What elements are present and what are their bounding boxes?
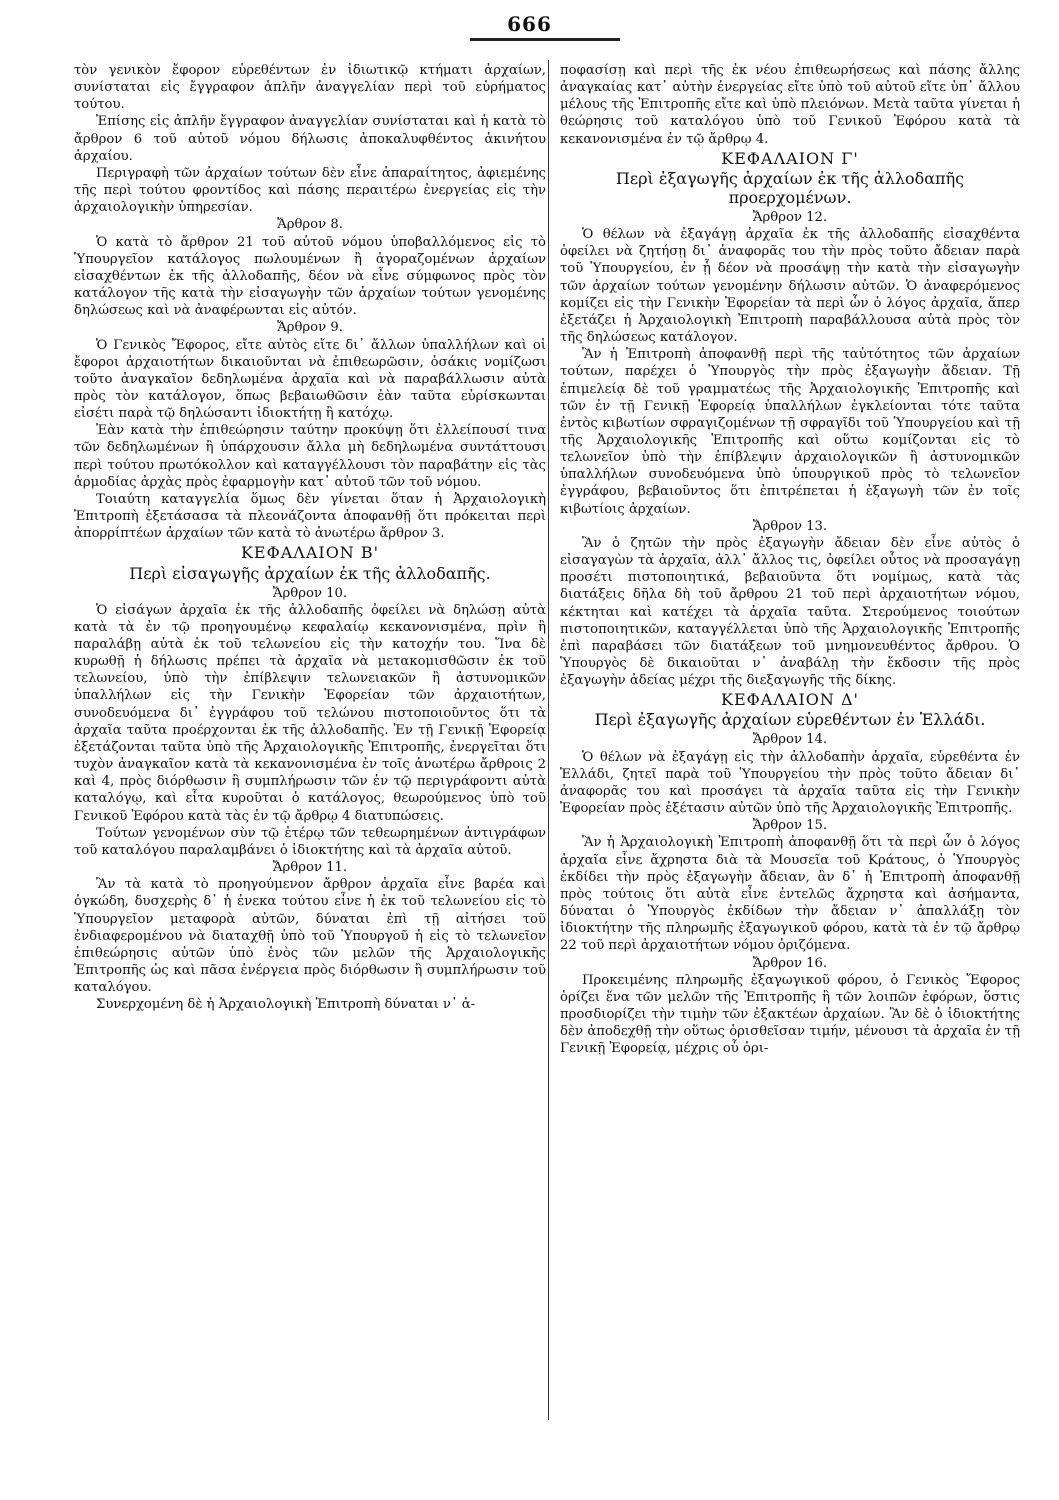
paragraph: Ἂν ἡ Ἀρχαιολογικὴ Ἐπιτροπὴ ἀποφανθῇ ὅτι τὰ περὶ ὧν ὁ λόγος ἀρχαῖα εἶνε ἄχρηστα διὰ τὰ Μουσεῖα τοῦ Κράτους, ὁ Ὑπουργὸς ἐκδίδει τὴν πρὸς ἐξαγωγὴν ἄδειαν, ἂν δ᾽ ἡ Ἐπιτροπὴ ἀποφανθῇ πρὸς τούτοις ὅτι αὐτὰ εἶνε ἐντελῶς ἄχρηστα καὶ ἀσήμαντα, δύναται ὁ Ὑπουργὸς ἐκδίδων τὴν ἄδειαν ν᾽ ἀπαλλάξῃ τὸν ἰδιοκτήτην τῆς πληρωμῆς ἐξαγωγικοῦ φόρου, κατὰ τὰ ἐν τῷ ἄρθρῳ 22 τοῦ περὶ ἀρχαιοτήτων νόμου ὁριζόμενα. [560, 835, 1020, 954]
right-column [560, 62, 1020, 1057]
paragraph: Ἂν τὰ κατὰ τὸ προηγούμενον ἄρθρον ἀρχαῖα εἶνε βαρέα καὶ ὀγκώδη, δυσχερὴς δ᾽ ἡ ἐνεκα τούτου εἶνε ἡ ἐκ τοῦ τελωνείου εἰς τὸ Ὑπουργεῖον μεταφορὰ αὐτῶν, δύναται ἐπὶ τῇ αἰτήσει τοῦ ἐνδιαφερομένου νὰ διαταχθῇ ὑπὸ τοῦ Ὑπουργοῦ ἡ εἰς τὸ τελωνεῖον ἐπιθεώρησις αὐτῶν ὑπὸ ἑνὸς τῶν μελῶν τῆς Ἀρχαιολογικῆς Ἐπιτροπῆς ὡς καὶ πᾶσα ἐνέργεια πρὸς διόρθωσιν ἢ συμπλήρωσιν τοῦ καταλόγου. [74, 877, 546, 996]
chapter-title: Περὶ εἰσαγωγῆς ἀρχαίων ἐκ τῆς ἀλλοδαπῆς. [129, 563, 491, 583]
article-heading: Ἄρθρον 8. [277, 217, 343, 233]
article-heading: Ἄρθρον 16. [752, 955, 828, 971]
article-heading: Ἄρθρον 13. [752, 518, 828, 534]
paragraph: ποφασίσῃ καὶ περὶ τῆς ἐκ νέου ἐπιθεωρήσεως καὶ πάσης ἄλλης ἀναγκαίας κατ᾽ αὐτὴν ἐνεργείας εἴτε ὑπὸ τοῦ αὐτοῦ εἴτε ὑπ᾽ ἄλλου μέλους τῆς Ἐπιτροπῆς εἴτε καὶ ὑπὸ πλειόνων. Μετὰ ταῦτα γίνεται ἡ θεώρησις τοῦ καταλόγου ὑπὸ τοῦ Γενικοῦ Ἐφόρου κατὰ τὰ κεκανονισμένα ἐν τῷ ἄρθρῳ 4. [560, 63, 1020, 147]
chapter-title: Περὶ ἐξαγωγῆς ἀρχαίων ἐκ τῆς ἀλλοδαπῆς προερχομένων. [615, 168, 965, 207]
paragraph: Ὁ Γενικὸς Ἔφορος, εἴτε αὐτὸς εἴτε δι᾽ ἄλλων ὑπαλλήλων καὶ οἱ ἔφοροι ἀρχαιοτήτων δικαιοῦνται νὰ ἐπιθεωρῶσιν, ὁσάκις νομίζωσι τοῦτο ἀναγκαῖον δεδηλωμένα ἀρχαῖα καὶ νὰ παραβάλλωσιν αὐτὰ πρὸς τὸν κατάλογον, ὅπως βεβαιωθῶσιν ἐὰν ταῦτα εὑρίσκωνται εἰσέτι παρὰ τῷ δηλώσαντι ἰδιοκτήτῃ ἢ κατόχῳ. [74, 337, 546, 422]
paragraph: Ὁ κατὰ τὸ ἄρθρον 21 τοῦ αὐτοῦ νόμου ὑποβαλλόμενος εἰς τὸ Ὑπουργεῖον κατάλογος πωλουμένων ἢ ἀγοραζομένων ἀρχαίων εἰσαχθέντων ἐκ τῆς ἀλλοδαπῆς, δέον νὰ εἶνε σύμφωνος πρὸς τὸν κατάλογον τῆς κατὰ τὴν εἰσαγωγὴν τῶν ἀρχαίων τούτων γενομένης δηλώσεως καὶ νὰ ἀναφέρωνται εἰς αὐτόν. [74, 234, 546, 319]
chapter-title: Περὶ ἐξαγωγῆς ἀρχαίων εὑρεθέντων ἐν Ἑλλάδι. [594, 710, 986, 730]
paragraph: Ὁ εἰσάγων ἀρχαῖα ἐκ τῆς ἀλλοδαπῆς ὀφείλει νὰ δηλώσῃ αὐτὰ κατὰ τὰ ἐν τῷ προηγουμένῳ κεφαλαίῳ κεκανονισμένα, πρὶν ἢ παραλάβῃ αὐτὰ ἐκ τοῦ τελωνείου εἰς τὴν κατοχήν του. Ἵνα δὲ κυρωθῇ ἡ δήλωσις πρέπει τὰ ἀρχαῖα νὰ μετακομισθῶσιν ἐκ τοῦ τελωνείου, ὑπὸ τὴν ἐπίβλεψιν τελωνειακῶν ἢ ἀστυνομικῶν ὑπαλλήλων εἰς τὴν Γενικὴν Ἐφορείαν τῶν ἀρχαιοτήτων, συνοδευόμενα δι᾽ ἐγγράφου τοῦ τελώνου πιστοποιοῦντος ὅτι τὰ ἀρχαῖα ταῦτα προέρχονται ἐκ τῆς ἀλλοδαπῆς. Ἐν τῇ Γενικῇ Ἐφορείᾳ ἐξετάζονται ταῦτα ὑπὸ τῆς Ἀρχαιολογικῆς Ἐπιτροπῆς, ἐνεργεῖται ὅτι τυχὸν ἀναγκαῖον κατὰ τὰ κεκανονισμένα ἐν τοῖς ἀνωτέρω ἄρθροις 2 καὶ 4, πρὸς διόρθωσιν ἢ συμπλήρωσιν τῶν ἐν τῷ περιγράφοντι αὐτὰ καταλόγῳ, καὶ εἶτα κυροῦται ὁ κατάλογος, θεωρούμενος ὑπὸ τοῦ Γενικοῦ Ἐφόρου κατὰ τὰς ἐν τῷ ἄρθρῳ 4 διατυπώσεις. [74, 602, 546, 824]
paragraph: Ἂν ὁ ζητῶν τὴν πρὸς ἐξαγωγὴν ἄδειαν δὲν εἶνε αὐτὸς ὁ εἰσαγαγὼν τὰ ἀρχαῖα, ἀλλ᾽ ἄλλος τις, ὀφείλει οὗτος νὰ προσαγάγῃ προσέτι πιστοποιητικά, βεβαιοῦντα ὅτι νομίμως, κατὰ τὰς διατάξεις δῆλα δὴ τοῦ ἄρθρου 21 τοῦ περὶ ἀρχαιοτήτων νόμου, κέκτηται καὶ κατέχει τὰ ἀρχαῖα ταῦτα. Στερούμενος τοιούτων πιστοποιητικῶν, καταγγέλλεται ὑπὸ τῆς Ἀρχαιολογικῆς Ἐπιτροπῆς ἐπὶ παραβάσει τῶν διατάξεων τοῦ μνημονευθέντος ἄρθρου. Ὁ Ὑπουργὸς δὲ δικαιοῦται ν᾽ ἀναβάλῃ τὴν ἔκδοσιν τῆς πρὸς ἐξαγωγὴν ἀδείας μέχρι τῆς διεξαγωγῆς τῆς δίκης. [560, 535, 1020, 689]
paragraph: Ὁ θέλων νὰ ἐξαγάγῃ ἀρχαῖα ἐκ τῆς ἀλλοδαπῆς εἰσαχθέντα ὀφείλει νὰ ζητήσῃ δι᾽ ἀναφορᾶς του τὴν πρὸς τοῦτο ἄδειαν παρὰ τοῦ Ὑπουργείου, ἐν ᾗ δέον νὰ προσάψῃ τὴν κατὰ τὴν εἰσαγωγὴν τῶν ἀρχαίων τούτων γενομένην δήλωσιν αὐτῶν. Ὁ ἀναφερόμενος κομίζει εἰς τὴν Γενικὴν Ἐφορείαν τὰ περὶ ὧν ὁ λόγος ἀρχαῖα, ἅπερ ἐξετάζει ἡ Ἀρχαιολογικὴ Ἐπιτροπὴ παραβάλλουσα αὐτὰ πρὸς τὸν τῆς δηλώσεως κατάλογον. [560, 227, 1020, 346]
paragraph: Προκειμένης πληρωμῆς ἐξαγωγικοῦ φόρου, ὁ Γενικὸς Ἔφορος ὁρίζει ἕνα τῶν μελῶν τῆς Ἐπιτροπῆς ἢ τῶν λοιπῶν ἐφόρων, ὅστις προσδιορίζει τὴν τιμὴν τῶν ἐξακτέων ἀρχαίων. Ἂν δὲ ὁ ἰδιοκτήτης δὲν ἀποδεχθῇ τὴν οὕτως ὁρισθεῖσαν τιμήν, μένουσι τὰ ἀρχαῖα ἐν τῇ Γενικῇ Ἐφορείᾳ, μέχρις οὗ ὁρι- [560, 972, 1020, 1057]
paragraph: Ἐὰν κατὰ τὴν ἐπιθεώρησιν ταύτην προκύψῃ ὅτι ἐλλείπουσί τινα τῶν δεδηλωμένων ἢ ὑπάρχουσιν ἄλλα μὴ δεδηλωμένα συντάττουσι περὶ τούτου πρωτόκολλον καὶ καταγγέλλουσι τὸν παραβάτην εἰς τὰς ἁρμοδίας ἀρχὰς πρὸς ἐφαρμογὴν κατ᾽ αὐτοῦ τῶν τοῦ νόμου. [74, 423, 546, 490]
article-heading: Ἄρθρον 14. [752, 732, 828, 748]
paragraph: Ὁ θέλων νὰ ἐξαγάγῃ εἰς τὴν ἀλλοδαπὴν ἀρχαῖα, εὑρεθέντα ἐν Ἑλλάδι, ζητεῖ παρὰ τοῦ Ὑπουργείου τὴν πρὸς τοῦτο ἄδειαν δι᾽ ἀναφορᾶς του καὶ προσάγει τὰ ἀρχαῖα ταῦτα εἰς τὴν Γενικὴν Ἐφορείαν πρὸς ἐξέτασιν αὐτῶν ὑπὸ τῆς Ἀρχαιολογικῆς Ἐπιτροπῆς. [560, 749, 1020, 817]
left-column [74, 62, 546, 1013]
page-number: 666 [507, 12, 552, 36]
paragraph: Ἐπίσης εἰς ἁπλῆν ἔγγραφον ἀναγγελίαν συνίσταται καὶ ἡ κατὰ τὸ ἄρθρον 6 τοῦ αὐτοῦ νόμου δήλωσις ἀποκαλυφθέντος ἀκινήτου ἀρχαίου. [74, 114, 546, 164]
paragraph: Τοιαύτη καταγγελία ὅμως δὲν γίνεται ὅταν ἡ Ἀρχαιολογικὴ Ἐπιτροπὴ ἐξετάσασα τὰ πλεονάζοντα ἀποφανθῇ ὅτι πρόκειται περὶ ἀπορρίπτέων ἀρχαίων τῶν κατὰ τὸ ἀνωτέρω ἄρθρον 3. [74, 491, 546, 542]
article-heading: Ἄρθρον 11. [272, 860, 348, 876]
article-heading: Ἄρθρον 9. [277, 320, 343, 336]
chapter-number: ΚΕΦΑΛΑΙΟΝ Δ' [721, 690, 859, 710]
header-rule [470, 38, 620, 41]
paragraph: Τούτων γενομένων σὺν τῷ ἑτέρῳ τῶν τεθεωρημένων ἀντιγράφων τοῦ καταλόγου παραλαμβάνει ὁ ἰδιοκτήτης καὶ τὰ ἀρχαῖα αὐτοῦ. [74, 825, 546, 858]
paragraph: Συνερχομένη δὲ ἡ Ἀρχαιολογικὴ Ἐπιτροπὴ δύναται ν᾽ ἀ- [96, 997, 476, 1013]
article-heading: Ἄρθρον 12. [752, 209, 828, 225]
article-heading: Ἄρθρον 15. [752, 818, 828, 834]
column-divider [548, 60, 549, 1420]
chapter-number: ΚΕΦΑΛΑΙΟΝ Γ' [721, 148, 859, 168]
chapter-number: ΚΕΦΑΛΑΙΟΝ Β' [240, 543, 380, 563]
paragraph: τὸν γενικὸν ἔφορον εὑρεθέντων ἐν ἰδιωτικῷ κτήματι ἀρχαίων, συνίσταται εἰς ἔγγραφον ἁπλῆν ἀναγγελίαν περὶ τοῦ εὑρήματος τούτου. [74, 63, 546, 113]
paragraph: Περιγραφὴ τῶν ἀρχαίων τούτων δὲν εἶνε ἀπαραίτητος, ἀφιεμένης τῆς περὶ τούτου φροντίδος καὶ πάσης περαιτέρω ἐνεργείας εἰς τὴν ἀρχαιολογικὴν ὑπηρεσίαν. [74, 165, 546, 216]
paragraph: Ἂν ἡ Ἐπιτροπὴ ἀποφανθῇ περὶ τῆς ταὐτότητος τῶν ἀρχαίων τούτων, παρέχει ὁ Ὑπουργὸς τὴν πρὸς ἐξαγωγὴν ἄδειαν. Τῇ ἐπιμελείᾳ δὲ τοῦ γραμματέως τῆς Ἀρχαιολογικῆς Ἐπιτροπῆς καὶ τῶν ἐν τῇ Γενικῇ Ἐφορείᾳ ὑπαλλήλων ἐγκλείονται τότε ταῦτα ἐντὸς κιβωτίων σφραγιζομένων τῇ σφραγῖδι τοῦ Ὑπουργείου καὶ τῇ τῆς Ἀρχαιολογικῆς Ἐπιτροπῆς καὶ οὕτω κομίζονται εἰς τὸ τελωνεῖον ὑπὸ τὴν ἐπίβλεψιν ἀρχαιολογικῶν ἢ ἀστυνομικῶν ὑπαλλήλων συνοδευόμενα ὑπὸ ὑπουργικοῦ πρὸς τὸ τελωνεῖον ἐγγράφου, βεβαιοῦντος ὅτι ἐπιτρέπεται ἡ ἐξαγωγὴ τῶν ἐν τοῖς κιβωτίοις ἀρχαίων. [560, 347, 1020, 517]
article-heading: Ἄρθρον 10. [272, 585, 348, 601]
